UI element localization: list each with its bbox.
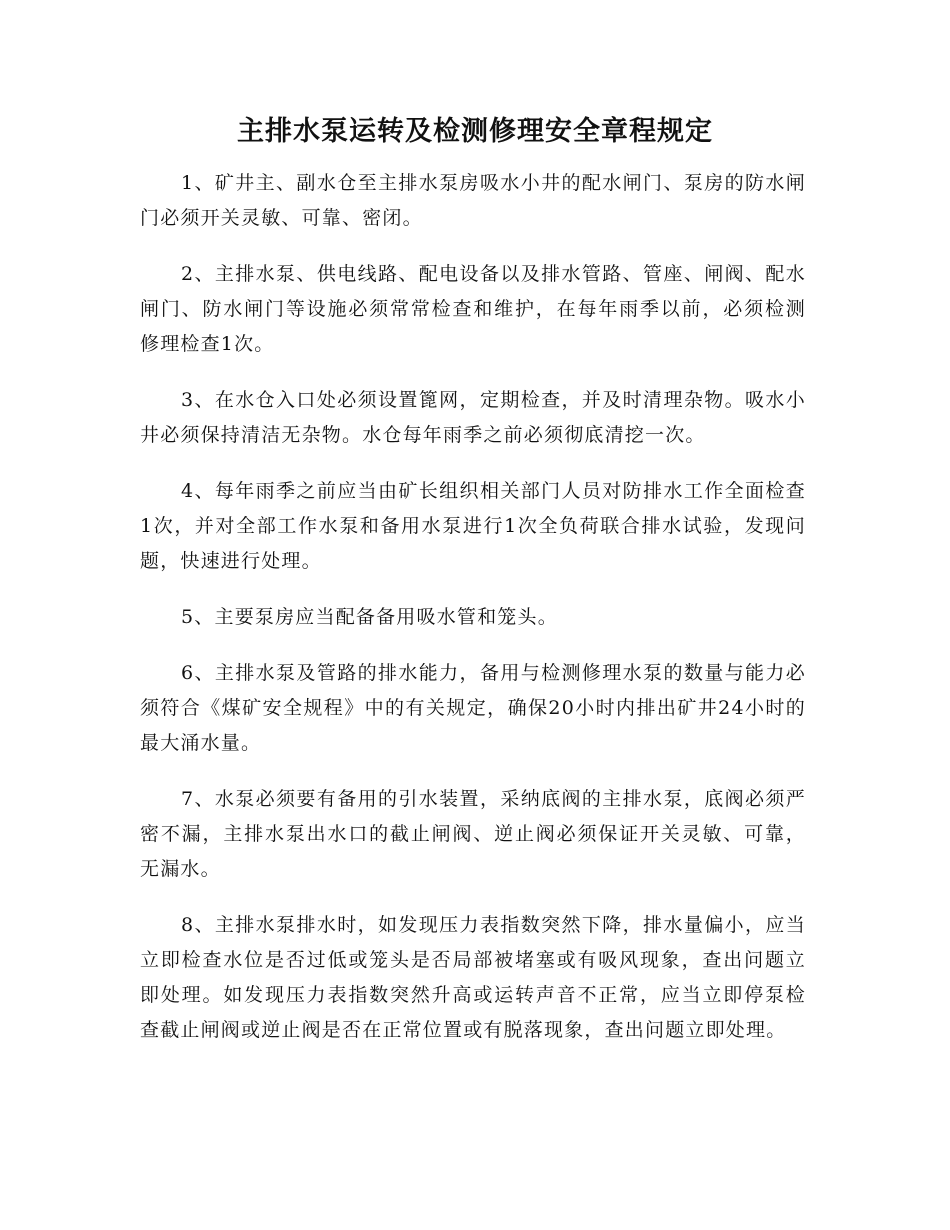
paragraph-1: 1、矿井主、副水仓至主排水泵房吸水小井的配水闸门、泵房的防水闸门必须开关灵敏、可靠、密闭。 <box>140 172 806 229</box>
paragraph-2: 2、主排水泵、供电线路、配电设备以及排水管路、管座、闸阀、配水闸门、防水闸门等设施必须常常检查和维护，在每年雨季以前，必须检测修理检查1次。 <box>140 263 806 355</box>
paragraph-8: 8、主排水泵排水时，如发现压力表指数突然下降，排水量偏小，应当立即检查水位是否过低或笼头是否局部被堵塞或有吸风现象，查出问题立即处理。如发现压力表指数突然升高或运转声音不正常，应当立即停泵检查截止闸阀或逆止阀是否在正常位置或有脱落现象，查出问题立即处理。 <box>140 914 806 1041</box>
paragraph-4: 4、每年雨季之前应当由矿长组织相关部门人员对防排水工作全面检查1次，并对全部工作水泵和备用水泵进行1次全负荷联合排水试验，发现问题，快速进行处理。 <box>140 480 806 572</box>
paragraph-5: 5、主要泵房应当配备备用吸水管和笼头。 <box>181 606 558 628</box>
paragraph-3: 3、在水仓入口处必须设置篦网，定期检查，并及时清理杂物。吸水小井必须保持清洁无杂物。水仓每年雨季之前必须彻底清挖一次。 <box>140 389 806 446</box>
paragraph-7: 7、水泵必须要有备用的引水装置，采纳底阀的主排水泵，底阀必须严密不漏，主排水泵出水口的截止闸阀、逆止阀必须保证开关灵敏、可靠，无漏水。 <box>140 788 806 880</box>
page-title: 主排水泵运转及检测修理安全章程规定 <box>237 116 713 147</box>
document-body <box>140 166 806 1069</box>
paragraph-6: 6、主排水泵及管路的排水能力，备用与检测修理水泵的数量与能力必须符合《煤矿安全规程》中的有关规定，确保20小时内排出矿井24小时的最大涌水量。 <box>140 662 806 754</box>
